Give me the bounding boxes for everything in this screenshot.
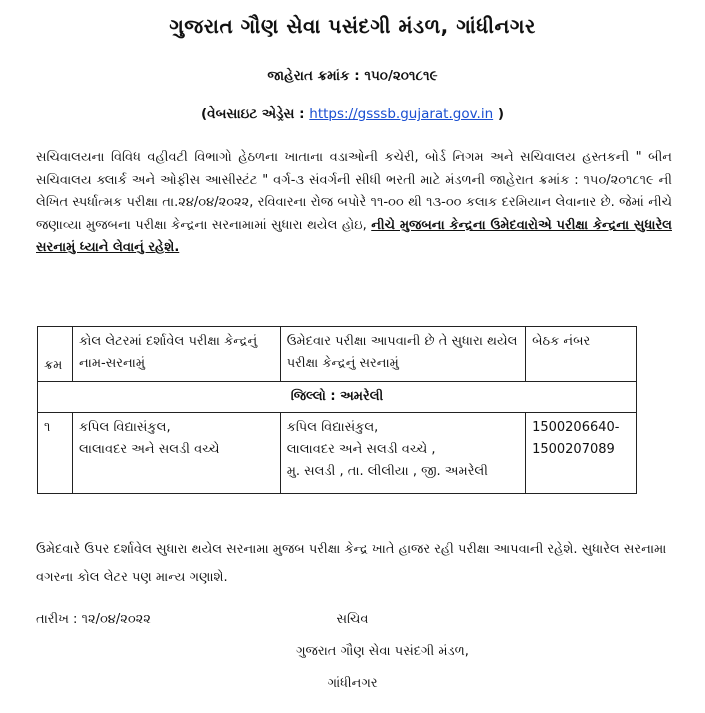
candidate-note: ઉમેદવારે ઉપર દર્શાવેલ સુધારા થયેલ સરનામા મુજબ પરીક્ષા કેન્દ્ર ખાતે હાજર રહી પરીક્ષા આપવાની રહેશે. સુધારેલ સરનામા વગરના કોલ લેટર પણ માન્ય ગણાશે. [36,542,667,585]
old-center-line: લાલાવદર અને સલડી વચ્ચે [78,442,220,457]
website-label: (વેબસાઇટ એડ્રેસ : [200,106,305,122]
district-label: જિલ્લો : અમરેલી [38,382,637,413]
row-seat-number [526,413,637,494]
header-new-center: ઉમેદવાર પરીક્ષા આપવાની છે તે સુધારા થયેલ પરીક્ષા કેન્દ્રનું સરનામું [280,327,525,382]
new-center-line: લાલાવદર અને સલડી વચ્ચે , [286,442,436,457]
signatory-title: સચિવ [336,612,369,627]
header-seat-number: બેઠક નંબર [526,327,637,382]
notice-paragraph [36,147,672,260]
website-link[interactable]: https://gsssb.gujarat.gov.in [309,106,494,122]
row-new-center [280,413,525,494]
district-row [38,382,637,413]
table-row [38,413,637,494]
signatory-city: ગાંધીનગર [327,676,378,691]
seat-range-end: 1500207089 [532,442,615,457]
exam-center-table [37,326,637,494]
table-header-row [38,327,637,382]
seat-range-start: 1500206640- [532,420,620,435]
row-serial: ૧ [38,413,73,494]
website-line [0,106,705,122]
document-title: ગુજરાત ગૌણ સેવા પસંદગી મંડળ, ગાંધીનગર [169,14,536,38]
issue-date: તારીખ : ૧૨/૦૪/૨૦૨૨ [36,612,151,627]
notice-emphasis: નીચે મુજબના કેન્દ્રના ઉમેદવારોએ પરીક્ષા કેન્દ્રના સુધારેલ સરનામું ધ્યાને લેવાનું રહેશે. [36,217,672,255]
header-serial: ક્રમ [38,327,73,382]
notice-text: સચિવાલયના વિવિધ વહીવટી વિભાગો હેઠળના ખાતાના વડાઓની કચેરી, બોર્ડ નિગમ અને સચિવાલય હસ્તકની " બીન સચિવાલય ક્લાર્ક અને ઓફીસ આસીસ્ટંટ " વર્ગ-૩ સંવર્ગની સીધી ભરતી માટે મંડળની જાહેરાત ક્રમાંક : ૧૫૦/૨૦૧૮૧૯ ની લેખિત સ્પર્ધાત્મક પરીક્ષા તા.૨૪/૦૪/૨૦૨૨, રવિવારના રોજ બપોરે ૧૧-૦૦ થી ૧૩-૦૦ કલાક દરમિયાન લેવાનાર છે. જેમાં નીચે જણાવ્યા મુજબના પરીક્ષા કેન્દ્રના સરનામામાં સુધારા થયેલ હોઇ, [36,150,672,233]
old-center-line: કપિલ વિદ્યાસંકુલ, [78,420,171,435]
header-old-center: કોલ લેટરમાં દર્શાવેલ પરીક્ષા કેન્દ્રનું નામ-સરનામું [72,327,280,382]
website-close: ) [497,106,505,122]
new-center-line: મુ. સલડી , તા. લીલીયા , જી. અમરેલી [286,464,488,479]
advertisement-number: જાહેરાત ક્રમાંક : ૧૫૦/૨૦૧૮૧૯ [267,68,438,84]
new-center-line: કપિલ વિદ્યાસંકુલ, [286,420,379,435]
row-old-center [72,413,280,494]
signatory-organization: ગુજરાત ગૌણ સેવા પસંદગી મંડળ, [296,644,469,659]
